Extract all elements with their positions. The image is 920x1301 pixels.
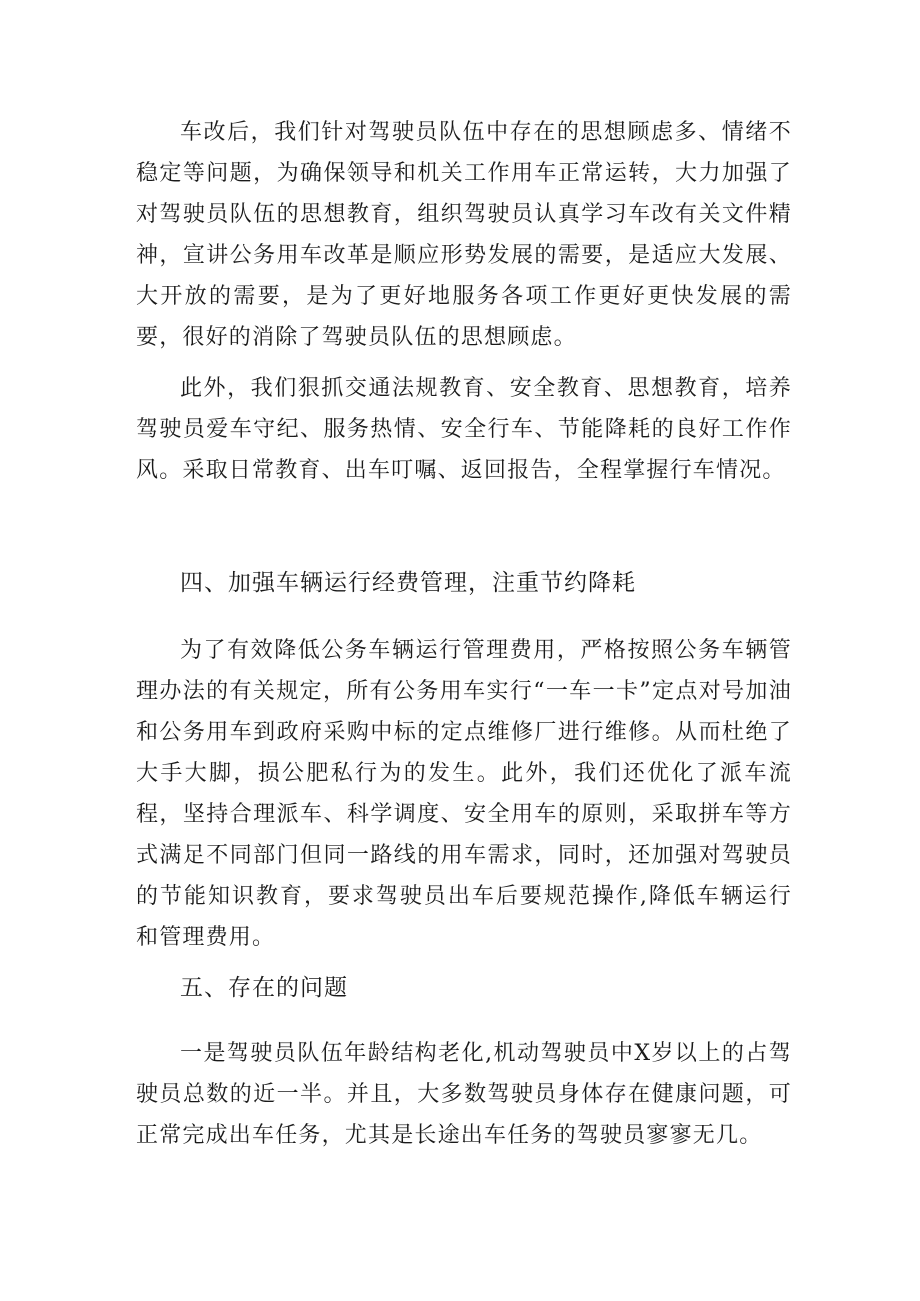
body-paragraph: 此外，我们狠抓交通法规教育、安全教育、思想教育，培养驾驶员爱车守纪、服务热情、安全行车、节能降耗的良好工作作风。采取日常教育、出车叮嘱、返回报告，全程掌握行车情况。: [136, 376, 792, 483]
body-paragraph: 一是驾驶员队伍年龄结构老化,机动驾驶员中X岁以上的占驾驶员总数的近一半。并且，大多数驾驶员身体存在健康问题，可正常完成出车任务，尤其是长途出车任务的驾驶员寥寥无几。: [136, 1041, 792, 1148]
body-paragraph: 为了有效降低公务车辆运行管理费用，严格按照公务车辆管理办法的有关规定，所有公务用车实行“一车一卡”定点对号加油和公务用车到政府采购中标的定点维修厂进行维修。从而杜绝了大手大脚，损公肥私行为的发生。此外，我们还优化了派车流程，坚持合理派车、科学调度、安全用车的原则，采取拼车等方式满足不同部门但同一路线的用车需求，同时，还加强对驾驶员的节能知识教育，要求驾驶员出车后要规范操作,降低车辆运行和管理费用。: [136, 638, 792, 950]
body-paragraph: 车改后，我们针对驾驶员队伍中存在的思想顾虑多、情绪不稳定等问题，为确保领导和机关工作用车正常运转，大力加强了对驾驶员队伍的思想教育，组织驾驶员认真学习车改有关文件精神，宣讲公务用车改革是顺应形势发展的需要，是适应大发展、大开放的需要，是为了更好地服务各项工作更好更快发展的需要，很好的消除了驾驶员队伍的思想顾虑。: [136, 120, 792, 350]
section-heading: 五、存在的问题: [180, 975, 348, 1001]
section-heading: 四、加强车辆运行经费管理，注重节约降耗: [180, 570, 636, 596]
